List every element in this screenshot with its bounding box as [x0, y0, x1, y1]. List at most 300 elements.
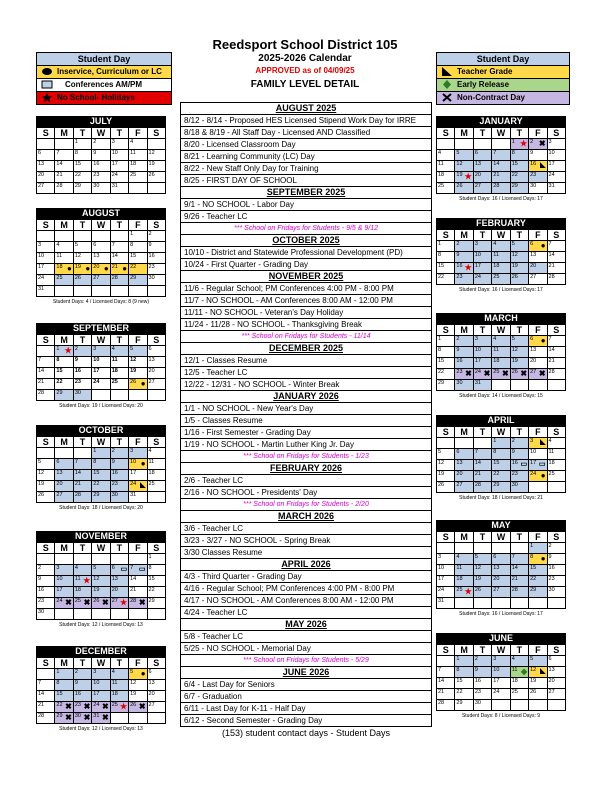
day-cell: 1 — [455, 656, 473, 667]
day-cell: 19 — [510, 263, 528, 274]
empty-cell — [55, 139, 73, 150]
day-cell: 27 — [147, 702, 165, 713]
box-icon: ▭ — [520, 461, 528, 468]
box-icon: ▭ — [138, 566, 146, 573]
day-cell: 16 ▭ — [510, 460, 528, 471]
weekday-header: S — [437, 325, 455, 336]
empty-cell — [73, 448, 91, 459]
weekday-header: W — [492, 645, 510, 656]
month-title: MAY — [436, 520, 566, 531]
day-cell: 24 — [547, 172, 565, 183]
day-cell: 31 — [110, 183, 128, 194]
day-cell: 22 ✖ — [56, 702, 72, 711]
day-cell: 31 — [473, 380, 491, 391]
day-cell: 27 — [55, 492, 73, 503]
day-cell: 12 — [37, 470, 55, 481]
day-cell: 21 — [37, 379, 55, 390]
day-cell: 14 — [473, 460, 491, 471]
day-cell: 9 — [73, 680, 91, 691]
day-cell: 20 — [147, 691, 165, 702]
day-cell: 12 ◣ — [529, 667, 547, 678]
empty-cell — [510, 380, 528, 391]
day-cell: 24 ◣ — [129, 481, 147, 492]
box-icon: ▭ — [538, 461, 546, 468]
day-cell: 30 — [73, 390, 91, 401]
empty-cell — [55, 448, 73, 459]
weekday-header: T — [110, 543, 128, 554]
day-cell: 8 — [510, 150, 528, 161]
oval-icon: ● — [122, 264, 128, 273]
event-row: 4/24 - Teacher LC — [180, 607, 432, 619]
day-cell: 16 — [37, 587, 55, 598]
month-day-totals: Student Days: 16 / Licensed Days: 17 — [459, 611, 543, 617]
day-cell: 5 — [92, 565, 110, 576]
weekday-header: M — [455, 427, 473, 438]
empty-cell — [473, 598, 491, 609]
weekday-header: M — [455, 325, 473, 336]
legend-non-contract: Non-Contract Day — [437, 92, 569, 104]
day-cell: 27 ✖ — [530, 369, 546, 378]
empty-cell — [510, 543, 528, 554]
empty-cell — [129, 609, 147, 620]
x-icon: ✖ — [101, 598, 109, 607]
day-cell: 19 — [529, 678, 547, 689]
day-cell: 21 — [510, 576, 528, 587]
day-cell: 1 — [437, 241, 455, 252]
day-cell: 17 — [547, 161, 565, 172]
day-cell: 25 ★ — [456, 587, 472, 596]
weekday-header: T — [73, 543, 91, 554]
day-cell: 28 — [510, 587, 528, 598]
oval-icon: ● — [103, 264, 109, 273]
day-cell: 24 ● — [530, 471, 546, 480]
day-cell: 22 — [55, 379, 73, 390]
day-cell: 10 — [473, 347, 491, 358]
day-cell: 19 — [37, 481, 55, 492]
empty-cell — [147, 713, 165, 724]
day-cell: 31 — [37, 286, 55, 297]
month-title: MARCH — [436, 313, 566, 324]
day-cell: 30 — [473, 700, 491, 711]
star-icon: ★ — [119, 598, 128, 607]
empty-cell — [529, 380, 547, 391]
empty-cell — [473, 543, 491, 554]
day-cell: 3 — [473, 336, 491, 347]
day-cell: 28 — [547, 274, 565, 285]
day-cell: 9 — [37, 576, 55, 587]
day-cell: 4 — [437, 150, 455, 161]
weekday-header: F — [529, 325, 547, 336]
box-icon — [41, 80, 53, 89]
event-row: 6/12 - Second Semester - Grading Day — [180, 715, 432, 727]
day-cell: 4 — [547, 438, 565, 449]
day-cell: 18 ● — [56, 264, 72, 273]
weekday-header: W — [492, 128, 510, 139]
empty-cell — [129, 713, 147, 724]
weekday-header: T — [73, 658, 91, 669]
student-days-total: (153) student contact days - Student Days — [221, 728, 391, 738]
day-cell: 20 — [529, 358, 547, 369]
day-cell: 9 — [92, 150, 110, 161]
day-cell: 14 — [110, 253, 128, 264]
day-cell: 23 — [510, 471, 528, 482]
empty-cell — [129, 390, 147, 401]
day-cell: 9 — [510, 449, 528, 460]
day-cell: 27 — [37, 183, 55, 194]
day-cell: 22 — [529, 576, 547, 587]
weekday-header: S — [147, 543, 165, 554]
day-cell: 5 — [437, 449, 455, 460]
empty-cell — [547, 700, 565, 711]
day-cell: 11 — [547, 449, 565, 460]
month-title: AUGUST — [36, 208, 166, 219]
day-cell: 21 — [437, 689, 455, 700]
friday-school-note: *** School on Fridays for Students - 9/5 & 9/12 — [180, 223, 432, 235]
day-cell: 17 — [92, 368, 110, 379]
weekday-header: F — [529, 128, 547, 139]
legend-right — [436, 52, 570, 105]
day-cell: 19 — [92, 587, 110, 598]
day-cell: 15 — [147, 576, 165, 587]
day-cell: 11 — [147, 459, 165, 470]
month-day-totals: Student Days: 4 / Licensed Days: 8 (9 new) — [52, 299, 150, 305]
day-cell: 16 ★ — [456, 263, 472, 272]
day-cell: 8 — [55, 357, 73, 368]
day-cell: 10 — [492, 667, 510, 678]
day-cell: 23 — [473, 689, 491, 700]
day-cell: 29 — [492, 482, 510, 493]
empty-cell — [529, 598, 547, 609]
empty-cell — [147, 390, 165, 401]
weekday-header: M — [455, 645, 473, 656]
day-cell: 19 — [147, 161, 165, 172]
weekday-header: T — [510, 427, 528, 438]
weekday-header: S — [37, 543, 55, 554]
day-cell: 22 — [455, 689, 473, 700]
day-cell: 13 — [37, 161, 55, 172]
event-row: 6/11 - Last Day for K-11 - Half Day — [180, 703, 432, 715]
day-cell: 7 — [547, 336, 565, 347]
month-day-totals: Student Days: 12 / Licensed Days: 13 — [59, 726, 143, 732]
day-cell: 23 — [73, 379, 91, 390]
weekday-header: F — [129, 128, 147, 139]
empty-cell — [55, 554, 73, 565]
diamond-icon: ◆ — [520, 667, 528, 676]
day-cell: 21 — [547, 263, 565, 274]
day-cell: 6 — [92, 242, 110, 253]
legend-left-title: Student Day — [37, 53, 171, 66]
day-cell: 4 — [510, 656, 528, 667]
day-cell: 11 — [129, 150, 147, 161]
empty-cell — [73, 554, 91, 565]
empty-cell — [110, 554, 128, 565]
month-title: APRIL — [436, 415, 566, 426]
empty-cell — [547, 380, 565, 391]
day-cell: 13 — [529, 252, 547, 263]
day-cell: 27 — [147, 379, 165, 390]
day-cell: 26 ✖ — [93, 598, 109, 607]
event-row: 1/5 - Classes Resume — [180, 415, 432, 427]
day-cell: 7 — [55, 150, 73, 161]
x-icon: ✖ — [538, 139, 546, 148]
day-cell: 3 — [92, 669, 110, 680]
day-cell: 15 — [129, 253, 147, 264]
day-cell: 2 — [455, 241, 473, 252]
day-cell: 28 ✖ — [130, 598, 146, 607]
weekday-header: T — [110, 335, 128, 346]
month-day-totals: Student Days: 16 / Licensed Days: 17 — [459, 287, 543, 293]
friday-school-note: *** School on Fridays for Students - 1/23 — [180, 451, 432, 463]
day-cell: 22 — [73, 172, 91, 183]
day-cell: 17 — [37, 264, 55, 275]
day-cell: 2 ✖ — [530, 139, 546, 148]
day-cell: 12 — [129, 680, 147, 691]
day-cell: 28 — [110, 275, 128, 286]
empty-cell — [492, 598, 510, 609]
day-cell: 10 — [92, 680, 110, 691]
day-cell: 2 — [73, 669, 91, 680]
weekday-header: S — [147, 220, 165, 231]
x-icon: ✖ — [538, 369, 546, 378]
star-icon: ★ — [519, 139, 528, 148]
weekday-header: F — [129, 658, 147, 669]
month-heading: FEBRUARY 2026 — [180, 463, 432, 475]
day-cell: 10 — [473, 252, 491, 263]
day-cell: 27 — [547, 689, 565, 700]
day-cell: 12 — [510, 252, 528, 263]
day-cell: 15 — [437, 263, 455, 274]
day-cell: 24 ✖ — [93, 702, 109, 711]
day-cell: 14 — [73, 470, 91, 481]
day-cell: 28 — [37, 390, 55, 401]
triangle-icon: ◣ — [140, 482, 146, 489]
weekday-header: T — [473, 325, 491, 336]
event-row: 12/5 - Teacher LC — [180, 367, 432, 379]
day-cell: 19 — [510, 358, 528, 369]
event-row: 8/18 & 8/19 - All Staff Day - Licensed AND Classified — [180, 127, 432, 139]
empty-cell — [73, 286, 91, 297]
day-cell: 13 — [147, 680, 165, 691]
weekday-header: T — [473, 532, 491, 543]
x-icon: ✖ — [101, 702, 109, 711]
day-cell: 24 — [37, 275, 55, 286]
weekday-header: S — [437, 427, 455, 438]
day-cell: 29 ✖ — [56, 713, 72, 722]
day-cell: 27 ★ — [111, 598, 128, 607]
day-cell: 23 — [37, 598, 55, 609]
day-cell: 19 ● — [74, 264, 91, 273]
day-cell: 13 — [547, 667, 565, 678]
day-cell: 17 — [55, 587, 73, 598]
empty-cell — [92, 231, 110, 242]
day-cell: 3 — [55, 565, 73, 576]
oval-icon: ● — [140, 669, 146, 678]
event-row: 3/6 - Teacher LC — [180, 523, 432, 535]
day-cell: 29 — [437, 380, 455, 391]
day-cell: 6 — [55, 459, 73, 470]
day-cell: 11 — [455, 565, 473, 576]
empty-cell — [437, 543, 455, 554]
day-cell: 9 — [529, 150, 547, 161]
x-icon: ✖ — [138, 598, 146, 607]
weekday-header: M — [455, 532, 473, 543]
day-cell: 5 — [455, 150, 473, 161]
day-cell: 15 — [510, 161, 528, 172]
empty-cell — [73, 609, 91, 620]
month-heading: SEPTEMBER 2025 — [180, 187, 432, 199]
x-icon: ✖ — [65, 713, 72, 722]
day-cell: 25 — [492, 274, 510, 285]
x-icon: ✖ — [83, 713, 91, 722]
weekday-header: S — [37, 128, 55, 139]
weekday-header: T — [73, 128, 91, 139]
day-cell: 30 — [547, 587, 565, 598]
calendar-october — [36, 425, 166, 511]
day-cell: 11 — [110, 680, 128, 691]
day-cell: 13 — [529, 347, 547, 358]
day-cell: 2 — [147, 231, 165, 242]
day-cell: 8 — [55, 680, 73, 691]
day-cell: 20 — [455, 471, 473, 482]
weekday-header: W — [492, 325, 510, 336]
weekday-header: F — [529, 532, 547, 543]
day-cell: 29 — [73, 183, 91, 194]
weekday-header: T — [73, 437, 91, 448]
month-heading: MAY 2026 — [180, 619, 432, 631]
friday-school-note: *** School on Fridays for Students - 11/14 — [180, 331, 432, 343]
x-icon: ✖ — [138, 702, 146, 711]
day-cell: 20 ● — [93, 264, 109, 273]
empty-cell — [92, 390, 110, 401]
day-cell: 6 — [473, 150, 491, 161]
day-cell: 10 — [55, 576, 73, 587]
day-cell: 3 — [473, 241, 491, 252]
oval-icon: ● — [540, 241, 546, 250]
legend-inservice: Inservice, Curriculum or LC — [37, 66, 171, 79]
month-heading: MARCH 2026 — [180, 511, 432, 523]
day-cell: 11 — [55, 253, 73, 264]
x-icon: ✖ — [65, 702, 72, 711]
day-cell: 24 ✖ — [474, 369, 491, 378]
day-cell: 8 — [147, 565, 165, 576]
month-heading: DECEMBER 2025 — [180, 343, 432, 355]
day-cell: 6 — [492, 554, 510, 565]
x-icon — [441, 93, 453, 102]
day-cell: 30 — [147, 275, 165, 286]
month-title: JULY — [36, 116, 166, 127]
day-cell: 25 — [547, 471, 565, 482]
empty-cell — [129, 286, 147, 297]
day-cell: 16 — [92, 161, 110, 172]
day-cell: 17 — [110, 161, 128, 172]
day-cell: 26 — [473, 587, 491, 598]
day-cell: 9 — [473, 667, 491, 678]
day-cell: 9 — [147, 242, 165, 253]
day-cell: 22 — [437, 369, 455, 380]
day-cell: 17 — [473, 358, 491, 369]
day-cell: 3 — [437, 554, 455, 565]
day-cell: 13 — [147, 357, 165, 368]
month-day-totals: Student Days: 8 / Licensed Days: 9 — [461, 713, 541, 719]
empty-cell — [529, 700, 547, 711]
star-icon — [41, 93, 53, 102]
empty-cell — [37, 554, 55, 565]
day-cell: 26 ✖ — [511, 369, 528, 378]
oval-icon: ● — [540, 471, 546, 480]
calendar-july — [36, 116, 166, 194]
weekday-header: T — [73, 220, 91, 231]
calendar-subtitle: 2025-2026 Calendar — [258, 53, 352, 64]
event-row: 3/30 Classes Resume — [180, 547, 432, 559]
weekday-header: T — [73, 335, 91, 346]
triangle-icon: ◣ — [540, 439, 546, 446]
day-cell: 14 — [510, 565, 528, 576]
calendar-may — [436, 520, 566, 617]
day-cell: 6 ▭ — [110, 565, 128, 576]
day-cell: 26 ● — [130, 379, 146, 388]
event-row: 6/7 - Graduation — [180, 691, 432, 703]
weekday-header: T — [510, 230, 528, 241]
day-cell: 23 — [92, 172, 110, 183]
day-cell: 6 — [37, 150, 55, 161]
triangle-icon — [441, 67, 453, 76]
event-row: 11/7 - NO SCHOOL - AM Conferences 8:00 AM - 12:00 PM — [180, 295, 432, 307]
day-cell: 6 — [147, 346, 165, 357]
day-cell: 29 — [147, 598, 165, 609]
day-cell: 7 — [73, 459, 91, 470]
day-cell: 1 — [92, 448, 110, 459]
weekday-header: S — [547, 230, 565, 241]
event-row: 5/25 - NO SCHOOL - Memorial Day — [180, 643, 432, 655]
empty-cell — [92, 554, 110, 565]
empty-cell — [492, 543, 510, 554]
month-day-totals: Student Days: 18 / Licensed Days: 21 — [459, 495, 543, 501]
day-cell: 18 — [547, 460, 565, 471]
day-cell: 10 — [110, 150, 128, 161]
empty-cell — [147, 183, 165, 194]
day-cell: 2 — [37, 565, 55, 576]
day-cell: 28 — [547, 369, 565, 380]
family-detail-list — [180, 102, 432, 727]
day-cell: 7 — [473, 449, 491, 460]
day-cell: 5 ● — [130, 669, 146, 678]
day-cell: 24 — [437, 587, 455, 598]
day-cell: 30 ✖ — [74, 713, 91, 722]
empty-cell — [529, 482, 547, 493]
day-cell: 2 — [92, 139, 110, 150]
day-cell: 16 — [455, 358, 473, 369]
day-cell: 14 — [37, 368, 55, 379]
event-row: 8/21 - Learning Community (LC) Day — [180, 151, 432, 163]
day-cell: 25 ★ — [111, 702, 128, 711]
day-cell: 21 — [37, 702, 55, 713]
day-cell: 13 — [110, 576, 128, 587]
day-cell: 18 — [147, 470, 165, 481]
day-cell: 30 — [110, 492, 128, 503]
day-cell: 1 ★ — [56, 346, 72, 355]
day-cell: 12 — [510, 347, 528, 358]
event-row: 11/24 - 11/28 - NO SCHOOL - Thanksgiving Break — [180, 319, 432, 331]
day-cell: 14 — [129, 576, 147, 587]
day-cell: 13 — [55, 470, 73, 481]
star-icon: ★ — [83, 576, 91, 585]
day-cell: 14 — [437, 678, 455, 689]
day-cell: 10 — [437, 565, 455, 576]
day-cell: 16 — [547, 565, 565, 576]
empty-cell — [510, 598, 528, 609]
day-cell: 22 — [147, 587, 165, 598]
empty-cell — [110, 713, 128, 724]
